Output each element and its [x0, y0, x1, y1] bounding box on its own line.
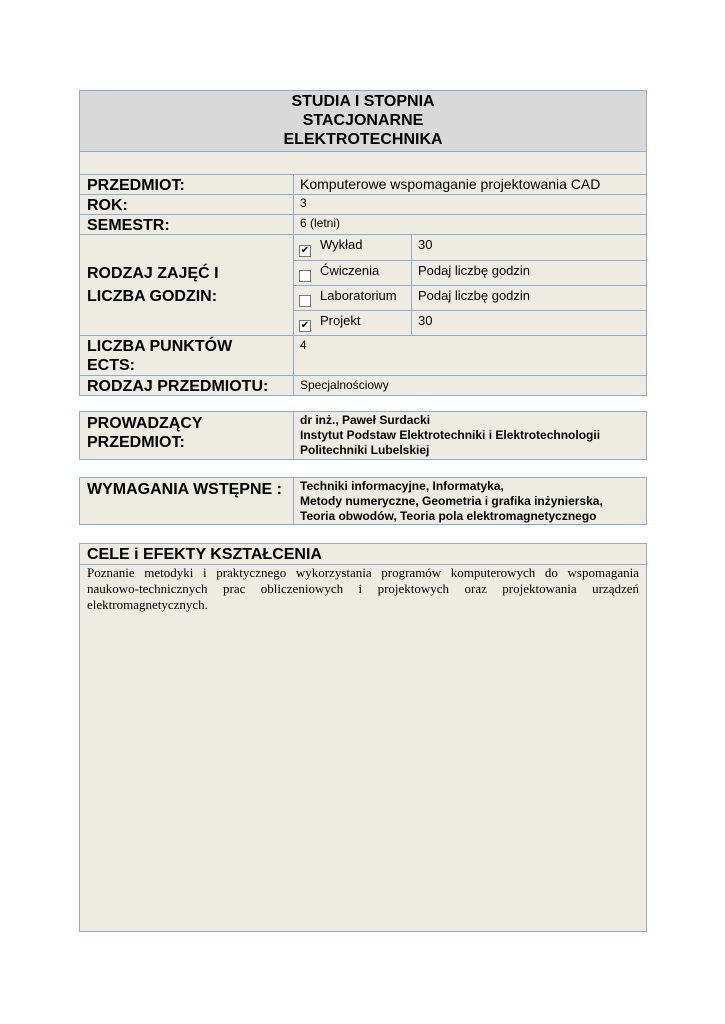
- class-type-exercises: [294, 260, 646, 285]
- header-line-1: STUDIA I STOPNIA: [291, 93, 435, 110]
- project-hours: 30: [418, 313, 433, 328]
- prerequisites-label: WYMAGANIA WSTĘPNE :: [80, 478, 294, 524]
- semester-value: 6 (letni): [300, 216, 341, 230]
- semester-label: SEMESTR:: [80, 215, 294, 234]
- header-row: [80, 91, 646, 151]
- ects-label-line-1: LICZBA PUNKTÓW: [87, 338, 233, 355]
- laboratory-name: Laboratorium: [316, 286, 412, 310]
- lecture-checkbox[interactable]: ✔: [300, 244, 310, 256]
- exercises-hours: Podaj liczbę godzin: [418, 263, 531, 278]
- subject-type-value: Specjalnościowy: [300, 378, 389, 392]
- ects-value: 4: [300, 338, 307, 352]
- subject-type-label: RODZAJ PRZEDMIOTU:: [80, 376, 294, 395]
- lecturer-value: [294, 412, 646, 459]
- class-types-list: [294, 235, 646, 335]
- lecturer-label-line-1: PROWADZĄCY: [87, 415, 203, 432]
- project-name: Projekt: [316, 311, 412, 335]
- ects-label: [80, 336, 294, 375]
- subject-type-row: [80, 375, 646, 395]
- objectives-text: Poznanie metodyki i praktycznego wykorzystania programów komputerowych do wspomagania naukowo-technicznych prac obliczeniowych i projektowych oraz projektowania urządzeń elektromagnetycznych.: [87, 565, 639, 612]
- ects-row: [80, 335, 646, 375]
- exercises-name: Ćwiczenia: [316, 261, 412, 285]
- header-line-3: ELEKTROTECHNIKA: [283, 131, 443, 148]
- prerequisites-line-2: Metody numeryczne, Geometria i grafika inżynierska,: [300, 494, 603, 508]
- objectives-table: [79, 543, 647, 932]
- subject-label: PRZEDMIOT:: [80, 175, 294, 194]
- prerequisites-line-3: Teoria obwodów, Teoria pola elektromagnetycznego: [300, 509, 597, 523]
- year-label: ROK:: [80, 195, 294, 214]
- exercises-checkbox[interactable]: [299, 270, 311, 282]
- subject-row: [80, 174, 646, 194]
- spacer-row: [80, 151, 646, 174]
- project-checkbox[interactable]: ✔: [300, 320, 310, 331]
- laboratory-hours: Podaj liczbę godzin: [418, 288, 531, 303]
- lecturer-label-line-2: PRZEDMIOT:: [87, 434, 185, 451]
- class-type-lecture: [294, 235, 646, 260]
- lecturer-row: [80, 412, 646, 459]
- header-line-2: STACJONARNE: [302, 112, 424, 129]
- prerequisites-line-1: Techniki informacyjne, Informatyka,: [300, 479, 504, 493]
- prerequisites-value: [294, 478, 646, 524]
- objectives-text-row: [80, 564, 646, 613]
- lecture-name: Wykład: [316, 235, 412, 260]
- study-header: [80, 91, 646, 151]
- objectives-title-row: [80, 544, 646, 564]
- subject-value: Komputerowe wspomaganie projektowania CAD: [300, 176, 601, 192]
- prerequisites-row: [80, 478, 646, 524]
- ects-label-line-2: ECTS:: [87, 357, 135, 374]
- class-types-label-line-2: LICZBA GODZIN:: [87, 288, 218, 305]
- course-info-table: [79, 90, 647, 396]
- objectives-title: CELE i EFEKTY KSZTAŁCENIA: [87, 546, 322, 563]
- semester-row: [80, 214, 646, 234]
- laboratory-checkbox[interactable]: [299, 295, 311, 307]
- year-row: [80, 194, 646, 214]
- class-types-label-line-1: RODZAJ ZAJĘĆ I: [87, 265, 219, 282]
- lecturer-name: dr inż., Paweł Surdacki: [300, 413, 431, 427]
- year-value: 3: [300, 196, 307, 210]
- class-types-label: [80, 235, 294, 335]
- lecturer-institute: Instytut Podstaw Elektrotechniki i Elektrotechnologii: [300, 428, 601, 442]
- prerequisites-table: [79, 477, 647, 525]
- class-type-project: [294, 310, 646, 335]
- lecture-hours: 30: [418, 237, 433, 252]
- lecturer-university: Politechniki Lubelskiej: [300, 443, 430, 457]
- class-type-laboratory: [294, 285, 646, 310]
- lecturer-label: [80, 412, 294, 459]
- lecturer-table: [79, 411, 647, 460]
- class-types-row: [80, 234, 646, 335]
